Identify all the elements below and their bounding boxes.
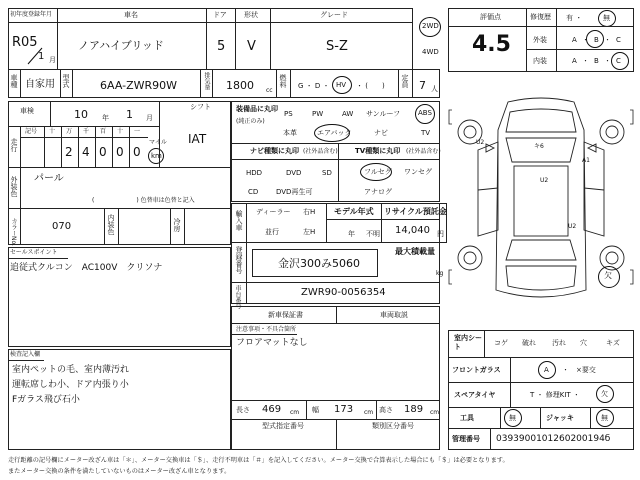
damage-mark-1: キ6: [534, 143, 544, 150]
import-parallel: 並行: [265, 228, 279, 236]
max-load-unit: kg: [436, 270, 444, 277]
inspector-line-0: 室内ペットの毛、室内薄汚れ: [12, 365, 130, 375]
model-year-label: モデル年式: [334, 207, 374, 216]
length-label: 長さ: [236, 406, 250, 414]
mileage-col-divider: [95, 126, 96, 168]
color-no-value: 070: [52, 221, 72, 232]
shift-value: IAT: [188, 132, 207, 146]
chassis-value: ZWR90-0056354: [301, 287, 386, 298]
inspector-line-2: Fガラス飛び石小: [12, 395, 80, 405]
cold-label: 冷房: [173, 218, 181, 232]
model-label: 型式: [62, 74, 70, 88]
registration-value: 金沢300み5060: [278, 257, 360, 270]
interior-sheet-item-1: 破れ: [522, 339, 536, 347]
color-label: 外装色: [10, 176, 18, 197]
drive-4wd: 4WD: [422, 48, 439, 56]
repair-selected: 無: [603, 14, 610, 22]
length-value: 469: [262, 404, 282, 415]
mile-label: マイル: [149, 139, 167, 146]
footer-line-2: またメーター交換の条件を満たしていないものはメーター改ざん車となります。: [8, 468, 231, 475]
recycle-unit: 円: [437, 230, 444, 238]
spare-tire-label: スペアタイヤ: [454, 391, 496, 399]
capacity-label: 定員: [401, 74, 409, 88]
sales-point-text: 追従式クルコン AC100V クリソナ: [10, 263, 163, 273]
exterior-option-1: B: [594, 36, 599, 44]
exterior-option-0: A: [572, 36, 577, 44]
model-year-unit: 年: [348, 230, 355, 238]
manual-label: 車両取説: [380, 311, 408, 319]
first-reg-month-unit: 月: [49, 56, 56, 64]
exterior-sep: ・: [582, 36, 589, 44]
equipment-item2-1: エアバック: [317, 129, 352, 137]
registration-label: 登録番号: [235, 246, 243, 274]
fuel-options: G ・ D ・: [298, 82, 330, 90]
chassis-label: 車台番号: [234, 285, 241, 309]
type-no-label: 型式指定番号: [262, 422, 304, 430]
equipment-subtitle: (純正のみ): [236, 118, 265, 125]
mileage-unit-3: 百: [100, 128, 107, 135]
tools-selected: 無: [509, 414, 516, 422]
first-reg-era: R05: [12, 35, 38, 50]
interior-sheet-item-0: コゲ: [494, 339, 508, 347]
mileage-digits-label: 記号: [25, 128, 38, 135]
grade-label: グレード: [320, 11, 348, 19]
shift-label: シフト: [190, 103, 211, 111]
doors-label: ドア: [213, 11, 227, 19]
mileage-unit-0: 十: [49, 128, 56, 135]
tv-note: (社外品含む): [406, 148, 441, 155]
fullseg-circle: [360, 163, 392, 181]
interior-circle: [611, 52, 629, 70]
exterior-circle: [586, 30, 604, 48]
grade-value: S-Z: [326, 39, 348, 54]
width-label: 幅: [312, 406, 319, 414]
model-value: 6AA-ZWR90W: [100, 79, 178, 92]
interior-sheet-item-4: キズ: [606, 339, 620, 347]
tv-title: TV種類に丸印: [355, 147, 401, 155]
mileage-unit-4: 十: [117, 128, 124, 135]
interior-option-0: A: [572, 57, 577, 65]
color-value: パール: [34, 173, 64, 184]
mileage-digit-3: 0: [99, 145, 107, 159]
notes-label: 注意事項・不具合箇所: [236, 326, 297, 333]
damage-mark-0: U2: [476, 139, 485, 146]
import-label: 輸入車: [235, 210, 243, 231]
spare-diagram-mark: 欠: [604, 271, 612, 280]
equipment-item-2: AW: [342, 110, 354, 118]
mileage-col-divider: [61, 126, 62, 168]
sales-point-label: セールスポイント: [10, 249, 58, 256]
footer-line-1: 走行距離の記号欄にメーター改ざん車は「＊」、メーター交換車は「＄」、走行不明車は「＃」を記入してください。メーター交換で合算表示した場合にも「＄」は必要となります。: [8, 457, 509, 464]
inspection-month: 1: [126, 108, 133, 121]
import-dealer: ディーラー: [256, 208, 291, 216]
tools-label: 工具: [460, 414, 474, 422]
displacement-unit: cc: [266, 87, 273, 94]
km-label: km: [151, 152, 162, 160]
navi-item2-0: CD: [248, 188, 259, 196]
shape-value: V: [247, 39, 256, 54]
spare-tire-options: T ・ 修理KIT ・: [530, 391, 580, 399]
navi-title: ナビ種類に丸印: [250, 147, 299, 155]
navi-note: (社外品含む): [303, 148, 338, 155]
mileage-col-divider: [78, 126, 79, 168]
mileage-digit-4: 0: [116, 145, 124, 159]
interior-sep: ・: [604, 57, 611, 65]
inspector-label: 検査記入欄: [10, 351, 41, 358]
capacity-unit: 人: [431, 85, 438, 93]
tv-item2-0: アナログ: [364, 188, 392, 196]
inspection-label: 車検: [20, 107, 34, 115]
mileage-digit-5: 0: [133, 145, 141, 159]
mileage-unit-5: 一: [134, 128, 141, 135]
front-glass-label: フロントガラス: [452, 366, 501, 374]
displacement-value: 1800: [226, 79, 254, 92]
navi-item-1: DVD: [286, 169, 302, 177]
management-label: 管理番号: [452, 435, 480, 443]
mileage-digit-2: 4: [82, 145, 90, 159]
repair-label: 修復歴: [530, 13, 551, 21]
mileage-unit-1: 万: [66, 128, 73, 135]
mileage-digit-1: 2: [65, 145, 73, 159]
warranty-label: 新車保証書: [268, 311, 303, 319]
height-unit: cm: [430, 409, 440, 416]
exterior-sep: ・: [604, 36, 611, 44]
tv-item-1: ワンセグ: [404, 168, 432, 176]
interior-color-label: 内装色: [107, 214, 115, 235]
interior-sep: ・: [582, 57, 589, 65]
equipment-title: 装備品に丸印: [236, 105, 278, 113]
max-load-label: 最大積載量: [395, 247, 435, 256]
mileage-col-divider: [44, 126, 45, 168]
car-type-label: 車種: [10, 74, 18, 88]
car-type-value: 自家用: [25, 79, 55, 90]
equipment-item-0: PS: [284, 110, 293, 118]
score-label: 評価点: [480, 13, 501, 21]
equipment-item2-3: TV: [421, 129, 431, 137]
length-unit: cm: [290, 409, 300, 416]
equipment-item2-0: 本革: [283, 129, 297, 137]
damage-mark-4: U2: [568, 223, 577, 230]
inspection-year-unit: 年: [102, 114, 109, 122]
mileage-col-divider: [112, 126, 113, 168]
damage-mark-2: A1: [582, 157, 590, 164]
management-value: 0393900101260200194б: [496, 434, 611, 444]
height-value: 189: [404, 404, 424, 415]
color-no-label: カラーNo.: [10, 218, 17, 246]
repair-options: 有 ・: [566, 14, 583, 22]
recycle-label: リサイクル預託金: [384, 207, 447, 216]
slash-divider: [24, 46, 44, 66]
interior-sheet-item-3: 穴: [580, 339, 587, 347]
first-reg-month: 1: [38, 51, 45, 62]
import-left: 左H: [303, 228, 316, 236]
width-value: 173: [334, 404, 354, 415]
car-name-label: 車名: [124, 11, 138, 19]
navi-item-0: HDD: [246, 169, 263, 177]
width-unit: cm: [364, 409, 374, 416]
exterior-label: 外装: [533, 36, 547, 44]
inspector-line-1: 運転席しわ小、ドア内張り小: [12, 380, 129, 390]
inspection-year: 10: [74, 108, 88, 121]
mileage-unit-2: 千: [83, 128, 90, 135]
car-name-value: ノアハイブリッド: [78, 39, 164, 52]
airbag-circle: [314, 124, 350, 142]
navi-item-2: SD: [322, 169, 332, 177]
spare-tire-selected: 欠: [601, 390, 608, 398]
equipment-item-3: サンルーフ: [366, 110, 401, 118]
mileage-label: 走行: [10, 138, 18, 152]
capacity-value: 7: [419, 79, 426, 92]
tv-item-0: フルセグ: [364, 168, 392, 176]
shape-label: 形状: [244, 11, 258, 19]
mileage-col-divider: [129, 126, 130, 168]
car-diagram: [448, 90, 634, 330]
interior-sheet-label: 室内シート: [454, 334, 482, 352]
interior-option-1: B: [594, 57, 599, 65]
recycle-value: 14,040: [395, 225, 430, 236]
equipment-item-1: PW: [312, 110, 324, 118]
interior-option-2: C: [616, 57, 621, 65]
navi-item2-1: DVD再生可: [276, 188, 313, 196]
equipment-item2-2: ナビ: [374, 129, 388, 137]
interior-sheet-item-2: 汚れ: [552, 339, 566, 347]
exterior-option-2: C: [616, 36, 621, 44]
sales-point-cell: [8, 247, 231, 347]
front-glass-other: ・ ×要交: [562, 366, 596, 374]
first-reg-label: 初年度登録年月: [10, 11, 53, 18]
inspection-month-unit: 月: [146, 114, 153, 122]
height-label: 高さ: [379, 406, 393, 414]
front-glass-selected: A: [544, 366, 549, 374]
score-value: 4.5: [472, 32, 511, 57]
fuel-other: ・ ( ): [356, 82, 385, 90]
color-no-cell: [8, 208, 231, 245]
displacement-label: 排気量: [203, 72, 210, 90]
damage-mark-3: U2: [540, 177, 549, 184]
fuel-label: 燃料: [279, 74, 287, 88]
class-no-label: 類別区分番号: [372, 422, 414, 430]
fuel-selected: HV: [336, 81, 347, 89]
color-note: ( ) 色替車は色替と記入: [92, 197, 195, 204]
import-right: 右H: [303, 208, 316, 216]
jack-label: ジャッキ: [546, 414, 574, 422]
notes-text: フロアマットなし: [236, 338, 308, 348]
model-year-unknown: 不明: [366, 230, 380, 238]
interior-label: 内装: [533, 57, 547, 65]
jack-selected: 無: [601, 414, 608, 422]
drive-2wd: 2WD: [422, 22, 439, 30]
abs-label: ABS: [418, 109, 432, 117]
doors-value: 5: [217, 39, 226, 54]
